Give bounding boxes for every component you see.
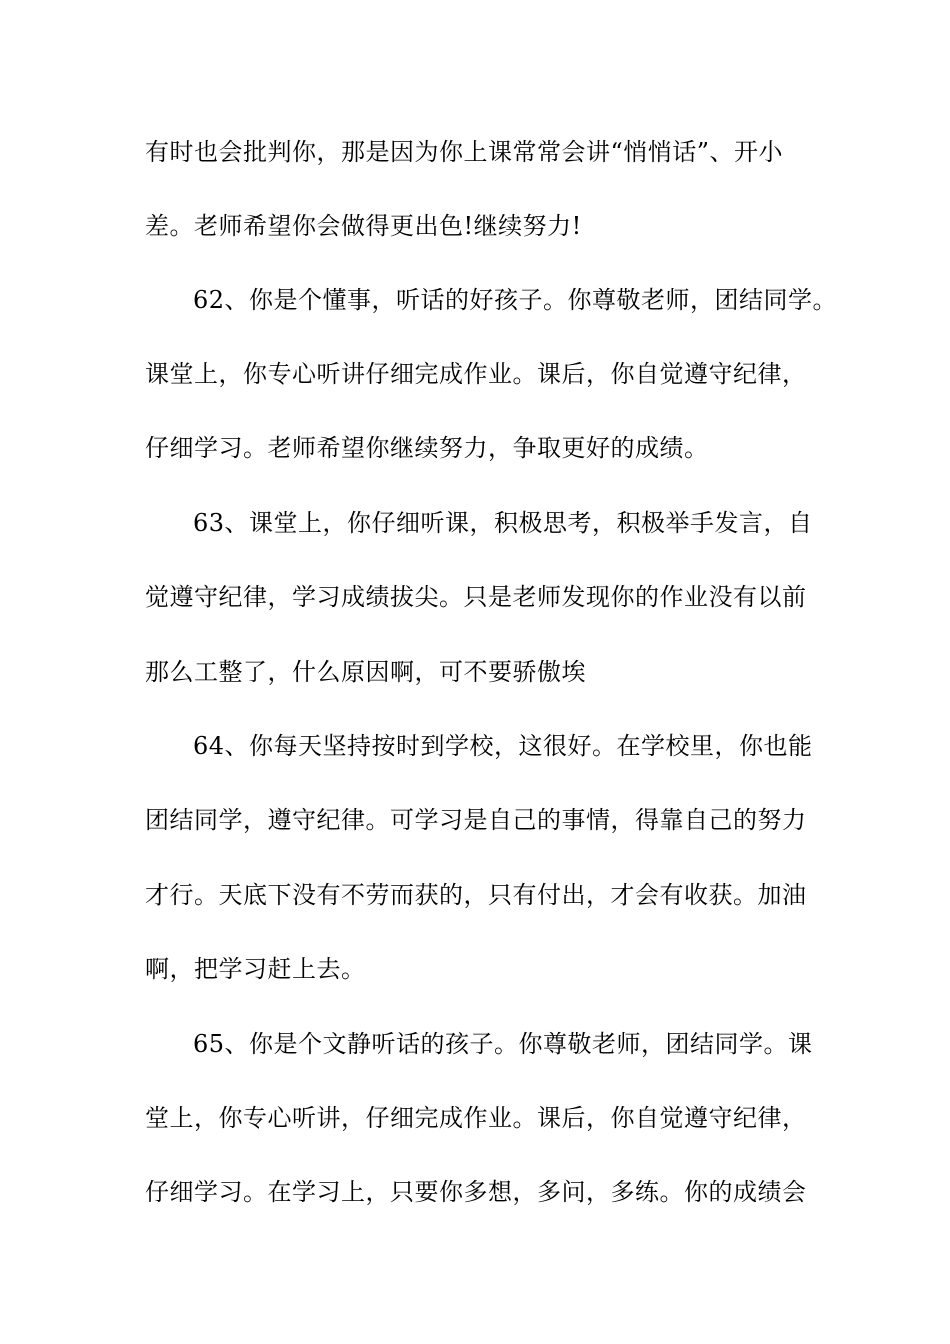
text-line: 团结同学，遵守纪律。可学习是自己的事情，得靠自己的努力 xyxy=(145,806,807,834)
text-line: 觉遵守纪律，学习成绩拔尖。只是老师发现你的作业没有以前 xyxy=(145,583,807,611)
text-line: 啊，把学习赶上去。 xyxy=(145,955,366,983)
paragraph-62-start: 62、你是个懂事，听话的好孩子。你尊敬老师，团结同学。 xyxy=(193,286,838,314)
paragraph-65-start: 65、你是个文静听话的孩子。你尊敬老师，团结同学。课 xyxy=(193,1030,813,1058)
text-line: 仔细学习。在学习上，只要你多想，多问，多练。你的成绩会 xyxy=(145,1178,807,1206)
text-line: 有时也会批判你，那是因为你上课常常会讲“悄悄话”、开小 xyxy=(145,138,784,166)
text-line: 课堂上，你专心听讲仔细完成作业。课后，你自觉遵守纪律， xyxy=(145,360,807,388)
paragraph-63-start: 63、课堂上，你仔细听课，积极思考，积极举手发言，自 xyxy=(193,509,813,537)
text-line: 差。老师希望你会做得更出色!继续努力! xyxy=(145,212,582,240)
text-line: 才行。天底下没有不劳而获的，只有付出，才会有收获。加油 xyxy=(145,881,807,909)
text-line: 堂上，你专心听讲，仔细完成作业。课后，你自觉遵守纪律， xyxy=(145,1104,807,1132)
paragraph-64-start: 64、你每天坚持按时到学校，这很好。在学校里，你也能 xyxy=(193,732,813,760)
text-line: 仔细学习。老师希望你继续努力，争取更好的成绩。 xyxy=(145,434,709,462)
text-line: 那么工整了，什么原因啊，可不要骄傲埃 xyxy=(145,658,586,686)
